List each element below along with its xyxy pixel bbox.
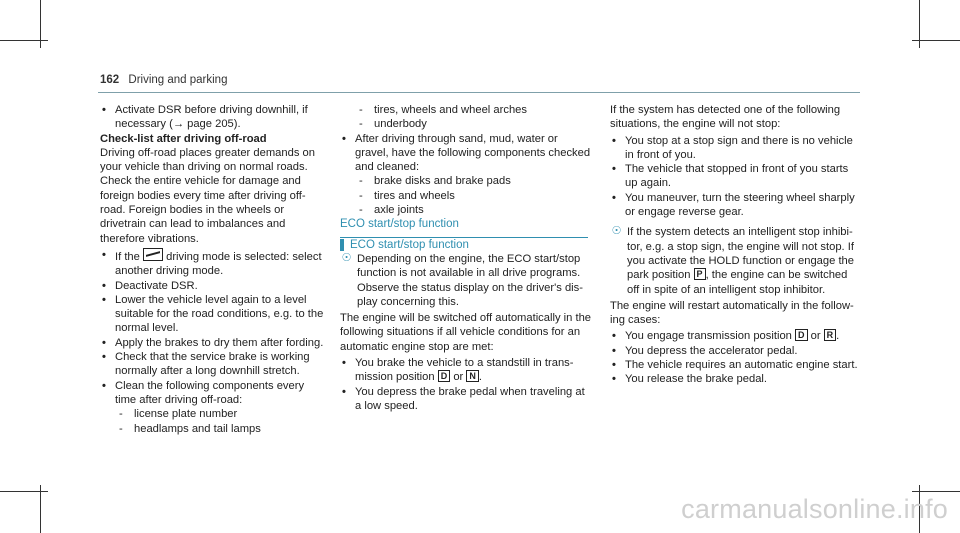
column-1 bbox=[100, 103, 325, 436]
page-number: 162 bbox=[100, 74, 120, 86]
gear-p-key: P bbox=[694, 268, 706, 280]
crop-mark bbox=[0, 491, 48, 492]
detected-paragraph: If the system has detected one of the following situations, the engine will not stop: bbox=[610, 104, 841, 131]
list-item: • Deactivate DSR. bbox=[102, 279, 198, 292]
section-title: ECO start/stop function bbox=[340, 217, 588, 237]
list-item: • You depress the brake pedal when traveling at a low speed. bbox=[342, 385, 585, 412]
header-divider bbox=[98, 92, 860, 93]
column-3 bbox=[610, 103, 860, 387]
sub-list-item: - axle joints bbox=[359, 204, 424, 217]
offroad-paragraph: Driving off-road places greater demands on your vehicle than driving on normal roads. Check the entire vehicle for damage and foreign bodies every time after driving off-road. Foreign bodies in the wheels or drivetrain can lead to imbalances and therefore vibrations. bbox=[100, 146, 315, 245]
sub-list-item: - headlamps and tail lamps bbox=[119, 422, 261, 435]
watermark: carmanualsonline.info bbox=[681, 494, 948, 524]
sub-list-item: - tires, wheels and wheel arches bbox=[359, 104, 527, 116]
info-icon: ☉ bbox=[611, 225, 622, 238]
gear-d-key: D bbox=[438, 370, 451, 382]
sub-list-item: - brake disks and brake pads bbox=[359, 175, 511, 188]
list-item: • You brake the vehicle to a standstill in transmission position D or N . bbox=[342, 357, 574, 384]
list-item: • After driving through sand, mud, water or gravel, have the following components checked and cleaned: bbox=[342, 132, 591, 174]
crop-mark bbox=[0, 40, 48, 41]
crop-mark bbox=[912, 40, 960, 41]
restart-paragraph: The engine will restart automatically in the following cases: bbox=[610, 299, 854, 327]
list-item: • The vehicle requires an automatic engine start. bbox=[612, 359, 858, 372]
gear-r-key: R bbox=[824, 329, 837, 341]
list-item: • Activate DSR before driving downhill, if necessary (→ page 205). bbox=[102, 104, 308, 131]
crop-mark bbox=[40, 485, 41, 533]
list-item: • Lower the vehicle level again to a level suitable for the road conditions, e.g. to the normal level. bbox=[102, 293, 324, 335]
list-item: • You engage transmission position D or R . bbox=[612, 330, 840, 343]
offroad-mode-icon bbox=[143, 248, 163, 261]
page-header bbox=[100, 74, 227, 86]
crop-mark bbox=[912, 491, 960, 492]
list-item: • Check that the service brake is working normally after a long downhill stretch. bbox=[102, 351, 310, 378]
gear-d-key: D bbox=[795, 329, 808, 341]
eco-paragraph: The engine will be switched off automatically in the following situations if all vehicle conditions for an automatic engine stop are met: bbox=[340, 312, 592, 353]
gear-n-key: N bbox=[466, 370, 479, 382]
list-item: • The vehicle that stopped in front of you starts up again. bbox=[612, 163, 849, 190]
list-item: • Clean the following components every time after driving off-road: bbox=[102, 379, 305, 406]
subsection-title: ECO start/stop function bbox=[340, 238, 592, 252]
info-icon: ☉ bbox=[341, 251, 352, 264]
note: ☉ Depending on the engine, the ECO start/stop function is not available in all drive programs. Observe the status display on the driver's display concerning this. bbox=[341, 251, 583, 308]
sub-list-item: - underbody bbox=[359, 118, 427, 131]
note: ☉ If the system detects an intelligent stop inhibitor, e.g. a stop sign, the engine will not stop. If you activate the HOLD function or engage the park position P , the engine can be switched off in spite of an intelligent stop inhibitor. bbox=[611, 225, 855, 296]
list-item: • You depress the accelerator pedal. bbox=[612, 344, 798, 357]
sub-list-item: - tires and wheels bbox=[359, 189, 455, 202]
column-2 bbox=[340, 103, 592, 413]
sub-list-item: - license plate number bbox=[119, 408, 238, 421]
list-item: • If the driving mode is selected: select another driving mode. bbox=[102, 248, 322, 278]
list-item: • Apply the brakes to dry them after fording. bbox=[102, 336, 324, 349]
checklist-heading: Check-list after driving off-road bbox=[100, 132, 267, 145]
list-item: • You release the brake pedal. bbox=[612, 373, 768, 386]
section-name: Driving and parking bbox=[128, 74, 228, 86]
list-item: • You maneuver, turn the steering wheel sharply or engage reverse gear. bbox=[612, 191, 855, 219]
list-item: • You stop at a stop sign and there is no vehicle in front of you. bbox=[612, 134, 853, 161]
